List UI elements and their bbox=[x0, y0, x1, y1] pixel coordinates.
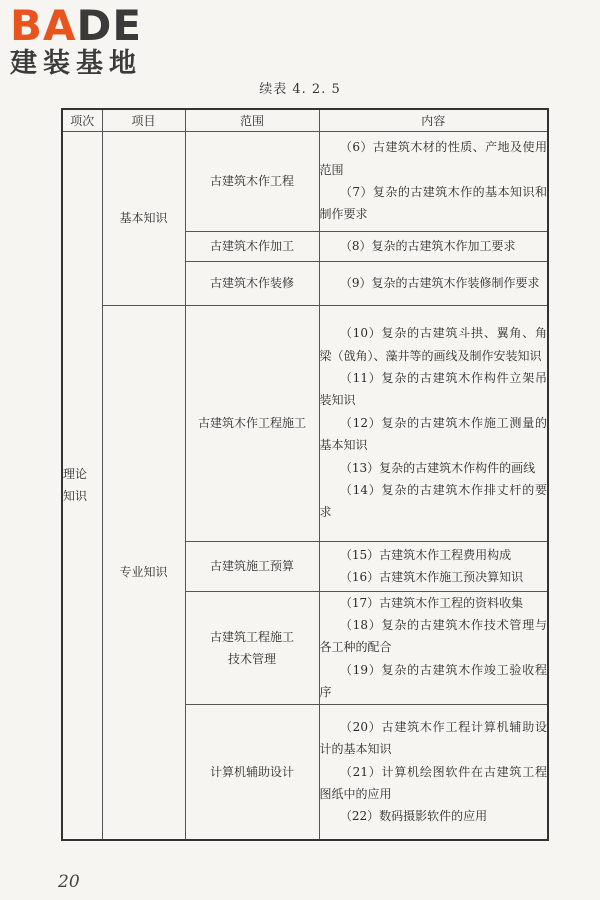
table-body bbox=[62, 109, 548, 840]
table-row bbox=[62, 305, 548, 541]
content-item: （11）复杂的古建筑木作构件立架吊装知识 bbox=[319, 370, 547, 408]
logo-wordmark bbox=[10, 1, 180, 50]
item-cell: 基本知识 bbox=[102, 131, 185, 305]
header-cell: 项目 bbox=[102, 109, 185, 131]
content-item: （14）复杂的古建筑木作排丈杆的要求 bbox=[319, 483, 547, 520]
content-item: （6）古建筑木材的性质、产地及使用范围 bbox=[319, 140, 547, 177]
content-cell bbox=[319, 305, 548, 541]
scope-cell: 古建筑施工预算 bbox=[185, 541, 319, 591]
header-cell: 内容 bbox=[319, 109, 548, 131]
scope-cell: 计算机辅助设计 bbox=[185, 704, 319, 840]
knowledge-table bbox=[61, 108, 549, 841]
content-cell bbox=[319, 261, 548, 305]
scope-cell: 古建筑工程施工 技术管理 bbox=[185, 591, 319, 704]
page-number: 20 bbox=[58, 872, 80, 892]
content-item: （21）计算机绘图软件在古建筑工程图纸中的应用 bbox=[319, 764, 547, 801]
content-item: （9）复杂的古建筑木作装修制作要求 bbox=[339, 275, 540, 290]
content-item: （22）数码摄影软件的应用 bbox=[339, 809, 488, 824]
content-item: （12）复杂的古建筑木作施工测量的基本知识 bbox=[319, 415, 547, 453]
scope-cell: 古建筑木作装修 bbox=[185, 261, 319, 305]
content-item: （17）古建筑木作工程的资料收集 bbox=[339, 595, 524, 610]
content-item: （19）复杂的古建筑木作竣工验收程序 bbox=[319, 662, 547, 700]
header-cell: 范围 bbox=[185, 109, 319, 131]
table-header-row bbox=[62, 109, 548, 131]
content-item: （7）复杂的古建筑木作的基本知识和制作要求 bbox=[319, 185, 547, 222]
content-cell bbox=[319, 231, 548, 261]
logo-subtitle: 建装基地 bbox=[10, 48, 142, 79]
content-item: （20）古建筑木作工程计算机辅助设计的基本知识 bbox=[319, 719, 547, 757]
logo-wordmark-rest: DE bbox=[76, 1, 143, 50]
header-cell: 项次 bbox=[62, 109, 102, 131]
content-cell bbox=[319, 541, 548, 591]
content-cell bbox=[319, 704, 548, 840]
logo-wordmark-accent: BA bbox=[10, 1, 77, 50]
bade-logo bbox=[10, 1, 180, 80]
table-caption: 续表 4. 2. 5 bbox=[259, 82, 341, 97]
content-item: （10）复杂的古建筑斗拱、翼角、角梁（戗角）、藻井等的画线及制作安装知识 bbox=[319, 326, 547, 363]
content-item: （18）复杂的古建筑木作技术管理与各工种的配合 bbox=[319, 617, 547, 655]
content-item: （16）古建筑木作施工预决算知识 bbox=[339, 570, 524, 584]
content-item: （13）复杂的古建筑木作构件的画线 bbox=[339, 460, 536, 475]
scope-cell: 古建筑木作加工 bbox=[185, 231, 319, 261]
content-item: （8）复杂的古建筑木作加工要求 bbox=[339, 238, 516, 253]
content-item: （15）古建筑木作工程费用构成 bbox=[339, 547, 512, 562]
table-row bbox=[62, 131, 548, 231]
content-cell bbox=[319, 591, 548, 704]
category-cell: 理论 知识 bbox=[62, 131, 102, 840]
scope-cell: 古建筑木作工程 bbox=[185, 131, 319, 231]
item-cell: 专业知识 bbox=[102, 305, 185, 840]
scope-cell: 古建筑木作工程施工 bbox=[185, 305, 319, 541]
content-cell bbox=[319, 131, 548, 231]
